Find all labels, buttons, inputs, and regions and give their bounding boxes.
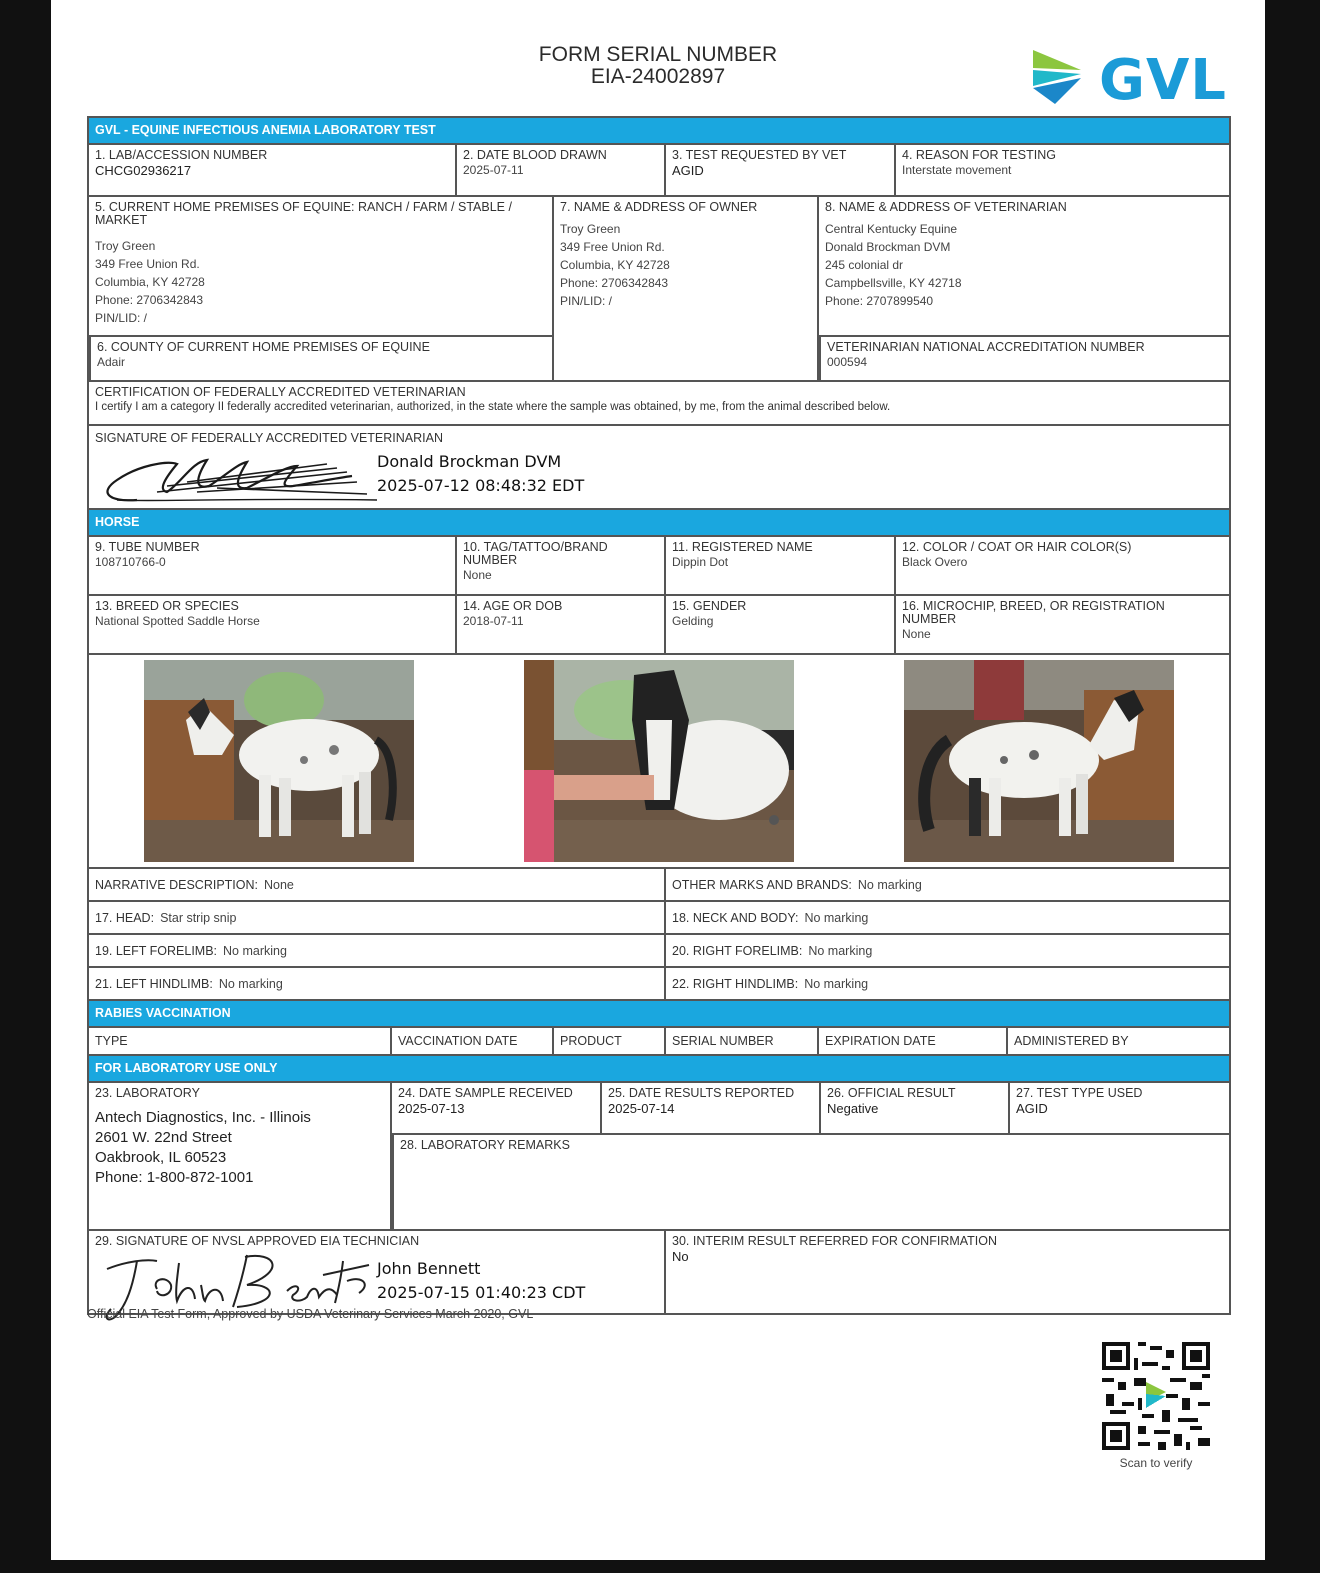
- horse-photos: [89, 653, 1229, 867]
- other-marks-value: No marking: [857, 877, 922, 892]
- horse-photo-right-side: [904, 660, 1174, 862]
- cell-vet: 8. NAME & ADDRESS OF VETERINARIAN Central Kentucky Equine Donald Brockman DVM 245 colonial dr Campbellsville, KY 42718 Phone: 2707899540: [819, 197, 1229, 335]
- cell-reason: 4. REASON FOR TESTING Interstate movement: [894, 145, 1229, 195]
- right-forelimb-value: No marking: [808, 943, 873, 958]
- test-type-value: AGID: [1016, 1101, 1048, 1116]
- cell-right-hindlimb: 22. RIGHT HINDLIMB: No marking: [664, 968, 1229, 999]
- vet-signature-box: SIGNATURE OF FEDERALLY ACCREDITED VETERINARIAN Donald Brockman DVM 2025-07-12 08:48:32 EDT: [89, 424, 1229, 508]
- cell-date-reported: 25. DATE RESULTS REPORTED 2025-07-14: [600, 1083, 819, 1133]
- cell-gender: 15. GENDER Gelding: [664, 596, 894, 653]
- vet-signature-image: [97, 442, 377, 508]
- narrative-value: None: [263, 877, 294, 892]
- cell-left-forelimb: 19. LEFT FORELIMB: No marking: [95, 943, 287, 958]
- vet-address: Central Kentucky Equine Donald Brockman DVM 245 colonial dr Campbellsville, KY 42718 Phone: 2707899540: [825, 222, 962, 308]
- cell-registered-name: 11. REGISTERED NAME Dippin Dot: [664, 537, 894, 594]
- cell-date-received: 24. DATE SAMPLE RECEIVED 2025-07-13: [392, 1083, 600, 1133]
- age-value: 2018-07-11: [463, 614, 524, 628]
- color-value: Black Overo: [902, 555, 968, 569]
- qr-caption: Scan to verify: [1119, 1456, 1193, 1470]
- cell-right-forelimb: 20. RIGHT FORELIMB: No marking: [664, 935, 1229, 966]
- section-band-rabies: RABIES VACCINATION: [89, 999, 1229, 1026]
- cell-age: 14. AGE OR DOB 2018-07-11: [455, 596, 664, 653]
- row-horse-1: [89, 535, 1229, 594]
- head-value: Star strip snip: [160, 910, 237, 925]
- date-drawn-value: 2025-07-11: [463, 163, 524, 177]
- microchip-value: None: [902, 627, 931, 641]
- rabies-col-serial: SERIAL NUMBER: [664, 1028, 817, 1054]
- cell-accreditation: VETERINARIAN NATIONAL ACCREDITATION NUMBER 000594: [819, 335, 1229, 380]
- cell-color: 12. COLOR / COAT OR HAIR COLOR(S) Black Overo: [894, 537, 1229, 594]
- footer-note: Official EIA Test Form, Approved by USDA Veterinary Services March 2020, GVL: [87, 1307, 534, 1321]
- cell-other-marks: OTHER MARKS AND BRANDS: No marking: [664, 869, 1229, 900]
- section-band-horse: HORSE: [89, 508, 1229, 535]
- vet-signer-name: Donald Brockman DVM: [377, 452, 562, 471]
- interim-result-value: No: [672, 1249, 689, 1264]
- neck-value: No marking: [804, 910, 869, 925]
- serial-label: FORM SERIAL NUMBER: [538, 43, 778, 66]
- row-narrative: [89, 867, 1229, 900]
- gvl-logo: [1029, 44, 1229, 113]
- left-hindlimb-value: No marking: [218, 976, 283, 991]
- cell-breed: 13. BREED OR SPECIES National Spotted Saddle Horse: [89, 596, 455, 653]
- date-received-value: 2025-07-13: [398, 1101, 465, 1116]
- registered-name-value: Dippin Dot: [672, 555, 729, 569]
- cell-accession: 1. LAB/ACCESSION NUMBER CHCG02936217: [89, 145, 455, 195]
- form-page: [51, 0, 1265, 1560]
- serial-number: EIA-24002897: [590, 65, 726, 88]
- row-hindlimbs: [89, 966, 1229, 999]
- county-value: Adair: [97, 355, 126, 369]
- owner-address: Troy Green 349 Free Union Rd. Columbia, KY 42728 Phone: 2706342843 PIN/LID: /: [560, 222, 670, 308]
- horse-photo-left-side: [144, 660, 414, 862]
- cell-certification: CERTIFICATION OF FEDERALLY ACCREDITED VETERINARIAN I certify I am a category II federally accredited veterinarian, authorized, in the state where the sample was obtained, by me, from the animal described below.: [89, 382, 1229, 424]
- cell-lab-remarks: 28. LABORATORY REMARKS: [392, 1133, 1229, 1229]
- lab-results-row: [392, 1083, 1229, 1133]
- row-forelimbs: [89, 933, 1229, 966]
- tag-value: None: [463, 568, 492, 582]
- cell-interim-result: 30. INTERIM RESULT REFERRED FOR CONFIRMATION No: [664, 1231, 1229, 1313]
- cell-narrative: NARRATIVE DESCRIPTION: None: [95, 877, 294, 892]
- cell-premises: 5. CURRENT HOME PREMISES OF EQUINE: RANCH / FARM / STABLE / MARKET Troy Green 349 Free Union Rd. Columbia, KY 42728 Phone: 2706342843 PIN/LID: /: [89, 197, 552, 335]
- cell-test-type: 27. TEST TYPE USED AGID: [1008, 1083, 1229, 1133]
- row-lab: [89, 1081, 1229, 1229]
- rabies-col-expiration: EXPIRATION DATE: [817, 1028, 1006, 1054]
- rabies-col-type: TYPE: [95, 1034, 128, 1048]
- section-band-lab: FOR LABORATORY USE ONLY: [89, 1054, 1229, 1081]
- horse-photo-front: [524, 660, 794, 862]
- rabies-col-administered: ADMINISTERED BY: [1006, 1028, 1229, 1054]
- row-head-neck: [89, 900, 1229, 933]
- row-tech-signature: [89, 1229, 1229, 1313]
- row-certification: [89, 380, 1229, 424]
- reason-value: Interstate movement: [902, 163, 1012, 177]
- cell-county: 6. COUNTY OF CURRENT HOME PREMISES OF EQUINE Adair: [89, 335, 552, 380]
- laboratory-address: Antech Diagnostics, Inc. - Illinois 2601 W. 22nd Street Oakbrook, IL 60523 Phone: 1-800-872-1001: [95, 1109, 311, 1186]
- gender-value: Gelding: [672, 614, 714, 628]
- tube-value: 108710766-0: [95, 555, 166, 569]
- cell-date-drawn: 2. DATE BLOOD DRAWN 2025-07-11: [455, 145, 664, 195]
- certification-text: I certify I am a category II federally accredited veterinarian, authorized, in the state where the sample was obtained, by me, from the animal described below.: [95, 401, 891, 413]
- tech-signer-name: John Bennett: [377, 1259, 481, 1278]
- row-addresses: [89, 195, 1229, 380]
- cell-owner: 7. NAME & ADDRESS OF OWNER Troy Green 349 Free Union Rd. Columbia, KY 42728 Phone: 2706342843 PIN/LID: /: [552, 197, 817, 380]
- cell-tech-signature: 29. SIGNATURE OF NVSL APPROVED EIA TECHNICIAN John Bennett 2025-07-15 01:40:23 CDT: [89, 1231, 664, 1313]
- vet-signature-timestamp: 2025-07-12 08:48:32 EDT: [377, 476, 585, 495]
- breed-value: National Spotted Saddle Horse: [95, 614, 260, 628]
- tech-signature-timestamp: 2025-07-15 01:40:23 CDT: [377, 1283, 586, 1302]
- rabies-header-row: [89, 1026, 1229, 1054]
- gvl-logo-icon: [1029, 44, 1089, 110]
- verify-qr-code[interactable]: [1102, 1342, 1210, 1450]
- vet-column: [817, 197, 1229, 380]
- test-requested-value: AGID: [672, 163, 704, 178]
- date-reported-value: 2025-07-14: [608, 1101, 675, 1116]
- row-test-info: [89, 143, 1229, 195]
- right-hindlimb-value: No marking: [804, 976, 869, 991]
- cell-head: 17. HEAD: Star strip snip: [95, 910, 237, 925]
- cell-left-hindlimb: 21. LEFT HINDLIMB: No marking: [95, 976, 283, 991]
- cell-tube: 9. TUBE NUMBER 108710766-0: [89, 537, 455, 594]
- official-result-value: Negative: [827, 1101, 879, 1116]
- rabies-col-date: VACCINATION DATE: [390, 1028, 552, 1054]
- gvl-logo-text: GVL: [1099, 48, 1227, 113]
- section-band-main: GVL - EQUINE INFECTIOUS ANEMIA LABORATORY TEST: [89, 116, 1229, 143]
- lab-right-column: [390, 1083, 1229, 1229]
- cell-neck: 18. NECK AND BODY: No marking: [664, 902, 1229, 933]
- accreditation-value: 000594: [827, 355, 868, 369]
- accession-value: CHCG02936217: [95, 163, 192, 178]
- premises-column: [89, 197, 552, 380]
- left-forelimb-value: No marking: [223, 943, 287, 958]
- cell-laboratory: 23. LABORATORY Antech Diagnostics, Inc. - Illinois 2601 W. 22nd Street Oakbrook, IL 60523 Phone: 1-800-872-1001: [89, 1083, 390, 1229]
- cell-test-requested: 3. TEST REQUESTED BY VET AGID: [664, 145, 894, 195]
- premises-address: Troy Green 349 Free Union Rd. Columbia, KY 42728 Phone: 2706342843 PIN/LID: /: [95, 239, 205, 325]
- cell-official-result: 26. OFFICIAL RESULT Negative: [819, 1083, 1008, 1133]
- cell-tag: 10. TAG/TATTOO/BRAND NUMBER None: [455, 537, 664, 594]
- eia-form: [87, 116, 1231, 1315]
- rabies-col-product: PRODUCT: [552, 1028, 664, 1054]
- cell-microchip: 16. MICROCHIP, BREED, OR REGISTRATION NUMBER None: [894, 596, 1229, 653]
- row-horse-2: [89, 594, 1229, 653]
